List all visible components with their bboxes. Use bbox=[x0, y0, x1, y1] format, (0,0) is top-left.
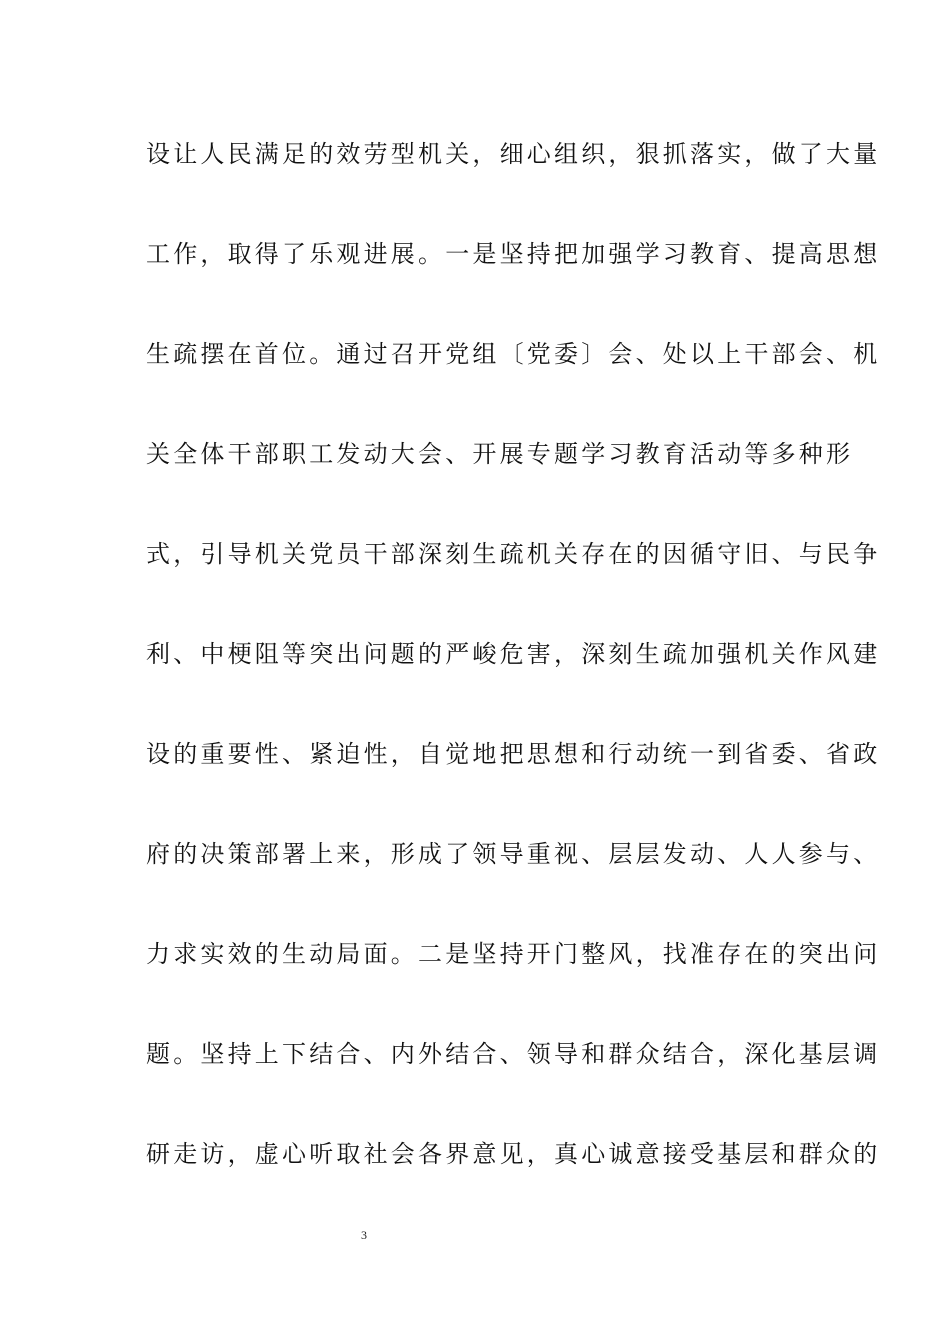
text-line: 式，引导机关党员干部深刻生疏机关存在的因循守旧、与民争 bbox=[146, 540, 881, 568]
text-line: 生疏摆在首位。通过召开党组〔党委〕会、处以上干部会、机 bbox=[146, 340, 881, 368]
text-line: 利、中梗阻等突出问题的严峻危害，深刻生疏加强机关作风建 bbox=[146, 640, 881, 668]
text-line: 力求实效的生动局面。二是坚持开门整风，找准存在的突出问 bbox=[146, 940, 881, 968]
page-number: 3 bbox=[361, 1228, 367, 1242]
text-line: 工作，取得了乐观进展。一是坚持把加强学习教育、提高思想 bbox=[146, 240, 881, 268]
body-text bbox=[146, 132, 881, 1232]
text-line: 关全体干部职工发动大会、开展专题学习教育活动等多种形 bbox=[146, 440, 854, 468]
text-line: 设让人民满足的效劳型机关，细心组织，狠抓落实，做了大量 bbox=[146, 140, 881, 168]
text-line: 设的重要性、紧迫性，自觉地把思想和行动统一到省委、省政 bbox=[146, 740, 881, 768]
text-line: 研走访，虚心听取社会各界意见，真心诚意接受基层和群众的 bbox=[146, 1140, 881, 1168]
text-line: 题。坚持上下结合、内外结合、领导和群众结合，深化基层调 bbox=[146, 1040, 881, 1068]
text-line: 府的决策部署上来，形成了领导重视、层层发动、人人参与、 bbox=[146, 840, 881, 868]
